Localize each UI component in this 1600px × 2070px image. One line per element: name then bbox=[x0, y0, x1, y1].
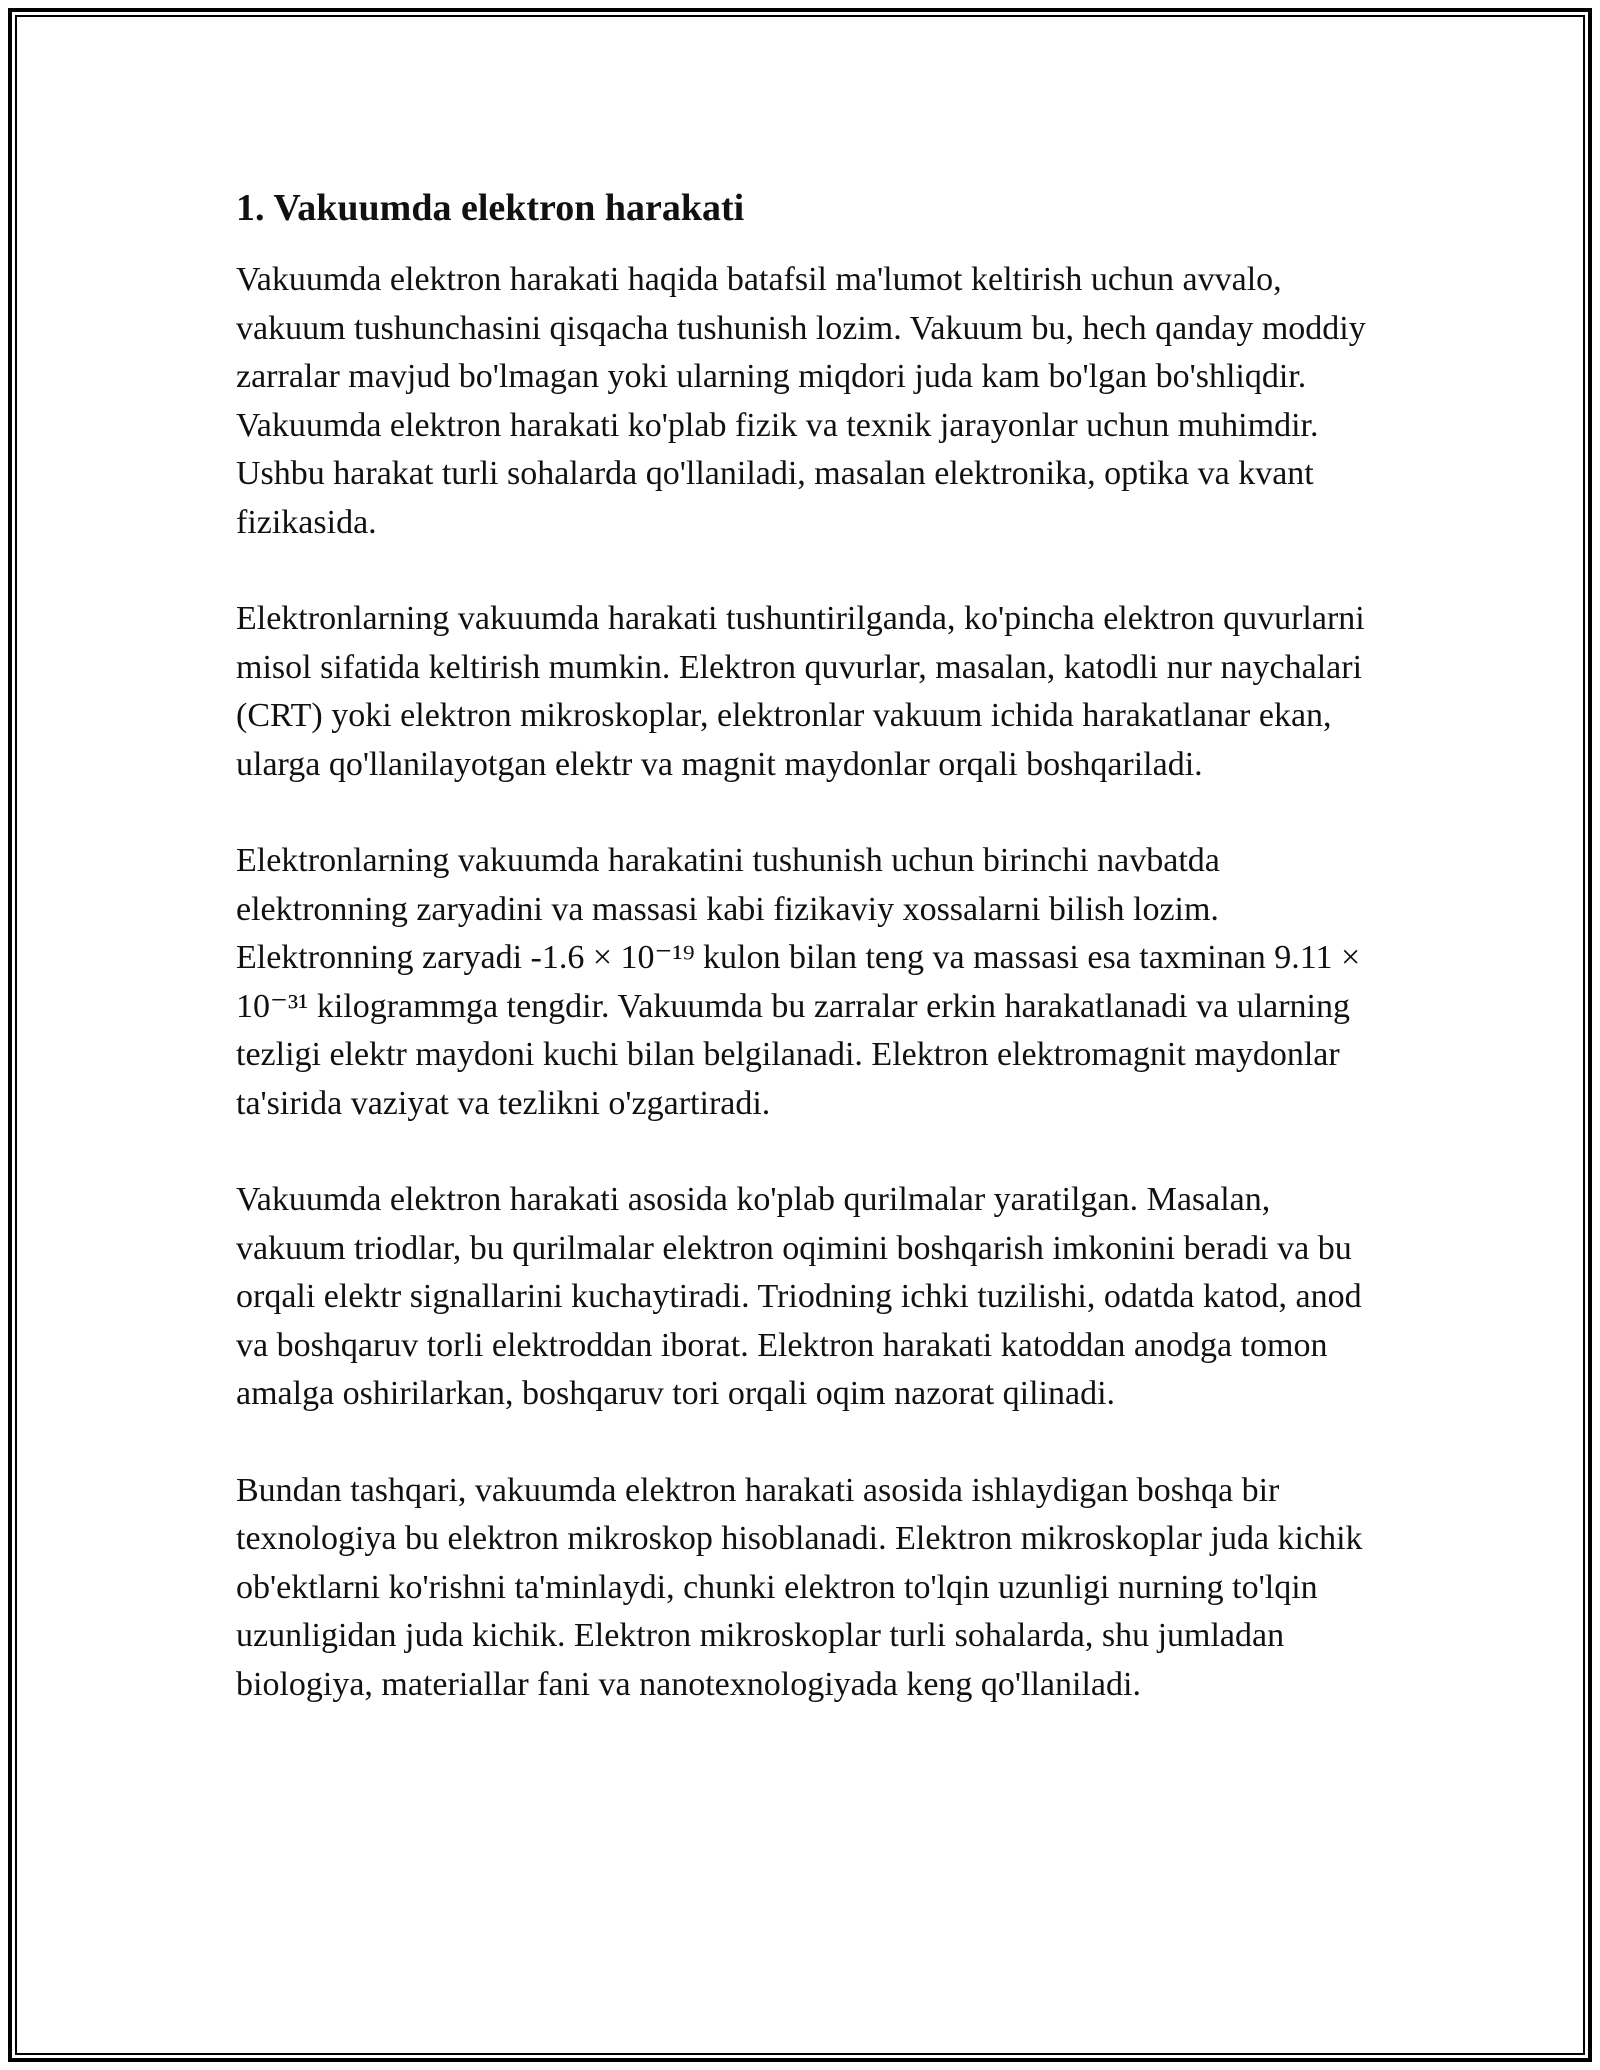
section-heading: 1. Vakuumda elektron harakati bbox=[236, 187, 745, 229]
document-body bbox=[236, 184, 1376, 1757]
paragraph-3: Elektronlarning vakuumda harakatini tushunish uchun birinchi navbatda elektronning zaryadini va massasi kabi fizikaviy xossalarni bilish lozim. Elektronning zaryadi -1.6 × 10⁻¹⁹ kulon bilan teng va massasi esa taxminan 9.11 × 10⁻³¹ kilogrammga tengdir. Vakuumda bu zarralar erkin harakatlanadi va ularning tezligi elektr maydoni kuchi bilan belgilanadi. Elektron elektromagnit maydonlar ta'sirida vaziyat va tezlikni o'zgartiradi. bbox=[236, 842, 1361, 1122]
paragraph-1: Vakuumda elektron harakati haqida batafsil ma'lumot keltirish uchun avvalo, vakuum tushunchasini qisqacha tushunish lozim. Vakuum bu, hech qanday moddiy zarralar mavjud bo'lmagan yoki ularning miqdori juda kam bo'lgan bo'shliqdir. Vakuumda elektron harakati ko'plab fizik va texnik jarayonlar uchun muhimdir. Ushbu harakat turli sohalarda qo'llaniladi, masalan elektronika, optika va kvant fizikasida. bbox=[236, 261, 1366, 541]
paragraph-2: Elektronlarning vakuumda harakati tushuntirilganda, ko'pincha elektron quvurlarni misol sifatida keltirish mumkin. Elektron quvurlar, masalan, katodli nur naychalari (CRT) yoki elektron mikroskoplar, elektronlar vakuum ichida harakatlanar ekan, ularga qo'llanilayotgan elektr va magnit maydonlar orqali boshqariladi. bbox=[236, 600, 1365, 783]
paragraph-5: Bundan tashqari, vakuumda elektron harakati asosida ishlaydigan boshqa bir texnologiya bu elektron mikroskop hisoblanadi. Elektron mikroskoplar juda kichik ob'ektlarni ko'rishni ta'minlaydi, chunki elektron to'lqin uzunligi nurning to'lqin uzunligidan juda kichik. Elektron mikroskoplar turli sohalarda, shu jumladan biologiya, materiallar fani va nanotexnologiyada keng qo'llaniladi. bbox=[236, 1471, 1363, 1703]
paragraph-4: Vakuumda elektron harakati asosida ko'plab qurilmalar yaratilgan. Masalan, vakuum triodlar, bu qurilmalar elektron oqimini boshqarish imkonini beradi va bu orqali elektr signallarini kuchaytiradi. Triodning ichki tuzilishi, odatda katod, anod va boshqaruv torli elektroddan iborat. Elektron harakati katoddan anodga tomon amalga oshirilarkan, boshqaruv tori orqali oqim nazorat qilinadi. bbox=[236, 1181, 1362, 1412]
